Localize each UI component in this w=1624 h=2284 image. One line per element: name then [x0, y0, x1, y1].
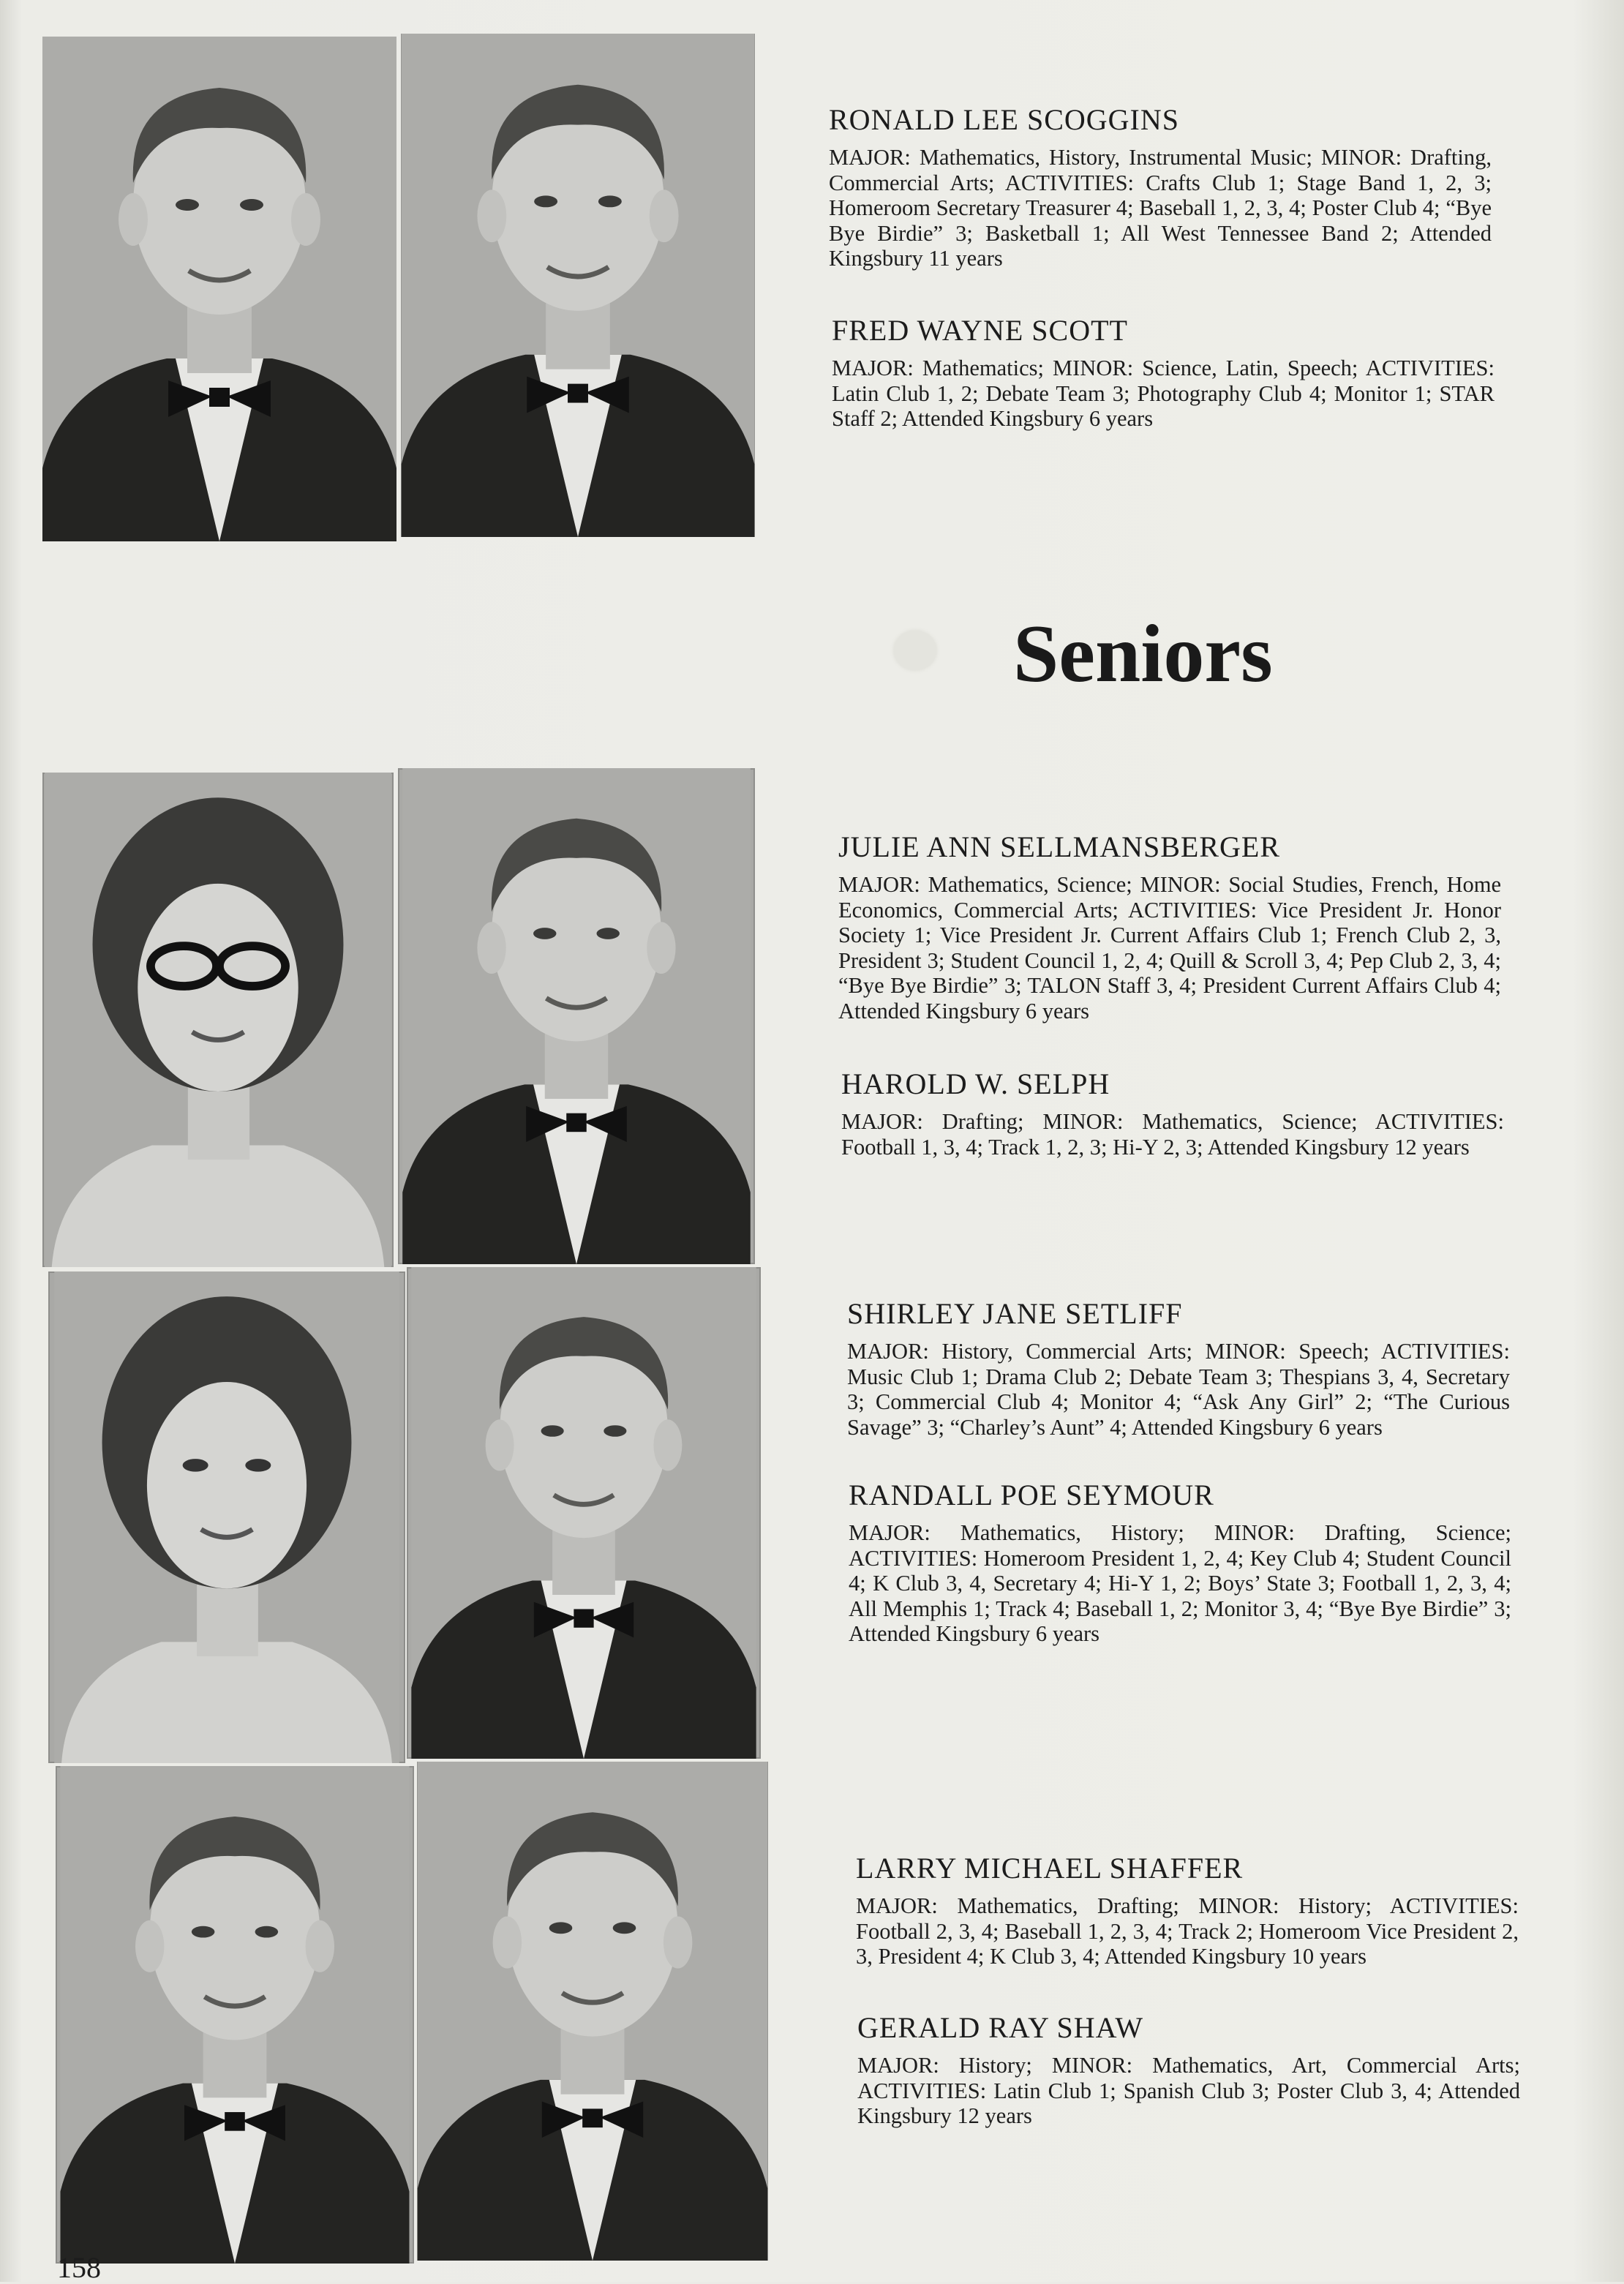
student-entry	[829, 105, 1492, 271]
student-name: GERALD RAY SHAW	[857, 2011, 1144, 2044]
portrait-photo-shaffer	[56, 1766, 414, 2264]
portrait-photo-sellmansberger	[42, 773, 394, 1267]
page-number: 158	[57, 2251, 101, 2284]
student-bio: MAJOR: History, Commercial Arts; MINOR: Speech; ACTIVITIES: Music Club 1; Drama Club 2; Debate Team 3; Thespians 3, 4, Secretary 3; Commercial Club 4; Monitor 4; “Ask Any Girl” 2; “The Curious Savage” 3; “Charley’s Aunt” 4; Attended Kingsbury 6 years	[847, 1339, 1510, 1440]
portrait-photo-scott	[401, 34, 755, 537]
student-entry	[856, 1854, 1519, 1969]
student-bio: MAJOR: History; MINOR: Mathematics, Art, Commercial Arts; ACTIVITIES: Latin Club 1; Spanish Club 3; Poster Club 3, 4; Attended Kingsbury 12 years	[857, 2053, 1520, 2128]
student-name: RONALD LEE SCOGGINS	[829, 103, 1179, 136]
student-entry	[838, 830, 1501, 1023]
portrait-photo-seymour	[407, 1267, 761, 1759]
student-entry	[849, 1481, 1511, 1647]
student-entry	[857, 2013, 1520, 2129]
student-bio: MAJOR: Drafting; MINOR: Mathematics, Science; ACTIVITIES: Football 1, 3, 4; Track 1, 2, 3; Hi-Y 2, 3; Attended Kingsbury 12 years	[841, 1109, 1504, 1160]
student-bio: MAJOR: Mathematics; MINOR: Science, Latin, Speech; ACTIVITIES: Latin Club 1, 2; Debate Team 3; Photography Club 4; Monitor 1; STAR Staff 2; Attended Kingsbury 6 years	[832, 356, 1495, 431]
portrait-photo-setliff	[48, 1271, 405, 1763]
student-bio: MAJOR: Mathematics, Drafting; MINOR: History; ACTIVITIES: Football 2, 3, 4; Baseball 1, 2, 3, 4; Track 2; Homeroom Vice President 2, 3, President 4; K Club 3, 4; Attended Kingsbury 10 years	[856, 1893, 1519, 1969]
student-entry	[847, 1299, 1510, 1440]
student-name: LARRY MICHAEL SHAFFER	[856, 1852, 1244, 1885]
student-bio: MAJOR: Mathematics, History; MINOR: Drafting, Science; ACTIVITIES: Homeroom President 1, 2, 4; Key Club 4; Student Council 4; K Club 3, 4, Secretary 4; Hi-Y 1, 2; Boys’ State 3; Football 1, 2, 3, 4; All Memphis 1; Track 4; Baseball 1, 2; Monitor 3, 4; “Bye Bye Birdie” 3; Attended Kingsbury 6 years	[849, 1520, 1511, 1646]
student-name: HAROLD W. SELPH	[841, 1067, 1110, 1100]
student-name: SHIRLEY JANE SETLIFF	[847, 1297, 1183, 1330]
page-smudge	[894, 631, 936, 670]
student-entry	[841, 1067, 1504, 1160]
student-bio: MAJOR: Mathematics, Science; MINOR: Social Studies, French, Home Economics, Commercial Arts; ACTIVITIES: Vice President Jr. Honor Society 1; Vice President Jr. Current Affairs Club 1; French Club 2, 3, President 3; Student Council 1, 2, 4; Quill & Scroll 3, 4; Pep Club 2, 3, 4; “Bye Bye Birdie” 3; TALON Staff 3, 4; President Current Affairs Club 4; Attended Kingsbury 6 years	[838, 872, 1501, 1023]
student-entry	[832, 316, 1495, 432]
student-name: JULIE ANN SELLMANSBERGER	[838, 830, 1281, 863]
portrait-photo-shaw	[417, 1762, 768, 2261]
section-title: Seniors	[1013, 609, 1273, 699]
portrait-photo-selph	[398, 768, 755, 1264]
portrait-photo-scoggins	[42, 37, 396, 541]
student-name: FRED WAYNE SCOTT	[832, 314, 1128, 347]
student-bio: MAJOR: Mathematics, History, Instrumental Music; MINOR: Drafting, Commercial Arts; ACTIVITIES: Crafts Club 1; Stage Band 1, 2, 3; Homeroom Secretary Treasurer 4; Baseball 1, 2, 3, 4; Poster Club 4; “Bye Bye Birdie” 3; Basketball 1; All West Tennessee Band 2; Attended Kingsbury 11 years	[829, 145, 1492, 271]
student-name: RANDALL POE SEYMOUR	[849, 1479, 1214, 1511]
